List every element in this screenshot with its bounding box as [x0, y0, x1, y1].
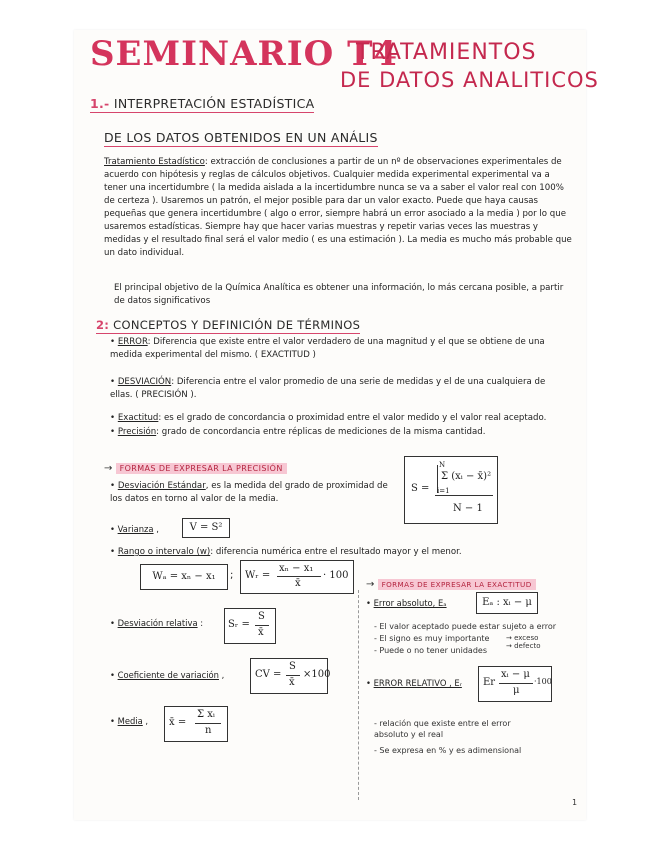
error-absoluto-formula: Eₐ : xᵢ − μ	[476, 592, 538, 614]
page-number: 1	[572, 798, 578, 807]
section1-paragraph: Tratamiento Estadístico: extracción de conclusiones a partir de un nº de observaciones experimentales de acuerdo con hipótesis y reglas de cálculos objetivos. Cualquier medida experimental experimental va a tener una incertidumbre ( la medida aislada a la incertidumbre nunca se va a saber el valor real con 100% de certeza ). Usaremos un patrón, el mejor posible para dar un valor exacto. Puede que haya causas pequeñas que genera incertidumbre ( algo o error, siempre habrá un error asociado a la media ) por lo que usaremos estadísticas. Siempre hay que hacer varias muestras y repetir varias veces las muestras y medidas y el resultado final será el valor medio ( es una estimación ). La media es mucho más probable que un dato individual.	[104, 157, 572, 258]
media-label: • Media ,	[110, 716, 149, 726]
page-title: SEMINARIO T4	[90, 34, 399, 74]
error-relativo-note-2: - Se expresa en % y es adimensional	[374, 746, 522, 755]
error-relativo-formula: Er xᵢ − μ μ ·100	[478, 666, 552, 702]
error-relativo-label: • ERROR RELATIVO , Eᵣ	[366, 678, 462, 688]
rango-absoluto-formula: Wₐ = xₙ − x₁	[140, 564, 228, 590]
desviacion-estandar: • Desviación Estándar, es la medida del grado de proximidad de los datos en torno al valor de la media.	[110, 481, 388, 504]
section2-heading	[96, 318, 360, 334]
varianza-label: • Varianza ,	[110, 524, 159, 534]
definition-precision: • Precisión: grado de concordancia entre réplicas de mediciones de la misma cantidad.	[110, 427, 486, 437]
desviacion-relativa-formula: Sᵣ = S x̄	[224, 608, 276, 644]
error-relativo-note-1: - relación que existe entre el error absoluto y el real	[374, 719, 511, 739]
rango-label: • Rango o intervalo (w): diferencia numérica entre el resultado mayor y el menor.	[110, 547, 462, 557]
precision-banner: → FORMAS DE EXPRESAR LA PRECISIÓN	[104, 456, 287, 475]
column-divider	[358, 590, 359, 800]
notes-page: SEMINARIO T4 TRATAMIENTOS DE DATOS ANALITICOS 1.- INTERPRETACIÓN ESTADÍSTICA DE LOS DATOS OBTENIDOS EN UN ANÁLIS Tratamiento Estadístico: extracción de conclusiones a partir de un nº de observaciones experimentales de acuerdo con hipótesis y reglas de cálculos objetivos. Cualquier medida experimental experimental va a tener una incertidumbre ( la medida aislada a la incertidumbre nunca se va a saber el valor real con 100% de certeza ). Usaremos un patrón, el mejor posible para dar un valor exacto. Puede que haya causas pequeñas que genera incertidumbre ( algo o error, siempre habrá un error asociado a la media ) por lo que usaremos estadísticas. Siempre hay que hacer varias muestras y repetir varias veces las muestras y medidas y el resultado final será el valor medio ( es una estimación ). La media es mucho más probable que un dato individual. El principal objetivo de la Química Analítica es obtener una información, lo más cercana posible, a partir de datos significativos 2: CONCEPTOS Y DEFINICIÓN DE TÉRMINOS • ERROR: Diferencia que existe entre el valor verdadero de una magnitud y el que se obtiene de una medida experimental del mismo. ( EXACTITUD ) • DESVIACIÓN: Diferencia entre el valor promedio de una serie de medidas y el de una cualquiera de ellas. ( PRECISIÓN ). • Exactitud: es el grado de concordancia o proximidad entre el valor medido y el valor real aceptado. • Precisión: grado de concordancia entre réplicas de mediciones de la misma cantidad. → FORMAS DE EXPRESAR LA PRECISIÓN • Desviación Estándar, es la medida del grado de proximidad de los datos en torno al valor de la media. S = N Σ (xᵢ − x̄)² i=1 N − 1 • Varianza , V = S² • Rango o intervalo (w): diferencia numérica entre el resultado mayor y el menor. Wₐ = xₙ − x₁ ; Wᵣ = xₙ − x₁ x̄ · 100 • Desviación relativa : Sᵣ = S x̄ • Coeficiente de variación , CV = S x̄ ×100 • Media , x̄ = Σ xᵢ n → FORMAS DE EXPRESAR LA EXACTITUD • Error absoluto, Eₐ Eₐ : xᵢ − μ - El valor aceptado puede estar sujeto a error - El signo es muy importante - Puede o no tener unidades → exceso → defecto • ERROR RELATIVO , Eᵣ Er xᵢ − μ μ ·100 - relación que existe entre el error absoluto y el real - Se expresa en % y es adimensional 1	[74, 30, 586, 820]
section1-paragraph2: El principal objetivo de la Química Analítica es obtener una información, lo más cercana posible, a partir de datos significativos	[114, 283, 564, 306]
section1-number: 1.-	[90, 96, 110, 111]
coef-variacion-formula: CV = S x̄ ×100	[250, 658, 328, 694]
coef-variacion-label: • Coeficiente de variación ,	[110, 670, 225, 680]
desviacion-relativa-label: • Desviación relativa :	[110, 618, 204, 628]
desviacion-estandar-formula: S = N Σ (xᵢ − x̄)² i=1 N − 1	[404, 456, 498, 524]
page-subtitle-line1: TRATAMIENTOS	[356, 40, 537, 65]
section1-title: INTERPRETACIÓN ESTADÍSTICA	[113, 96, 315, 111]
varianza-formula: V = S²	[182, 518, 230, 538]
definition-error: • ERROR: Diferencia que existe entre el valor verdadero de una magnitud y el que se obtiene de una medida experimental del mismo. ( EXACTITUD )	[110, 337, 545, 360]
term-tratamiento: Tratamiento Estadístico	[104, 157, 205, 167]
exactitud-banner: → FORMAS DE EXPRESAR LA EXACTITUD	[366, 572, 536, 591]
section2-number: 2:	[96, 318, 110, 332]
section2-title: CONCEPTOS Y DEFINICIÓN DE TÉRMINOS	[113, 318, 361, 332]
definition-exactitud: • Exactitud: es el grado de concordancia o proximidad entre el valor medido y el valor real aceptado.	[110, 413, 547, 423]
rango-relativo-formula: Wᵣ = xₙ − x₁ x̄ · 100	[240, 560, 354, 594]
definition-desviacion: • DESVIACIÓN: Diferencia entre el valor promedio de una serie de medidas y el de una cualquiera de ellas. ( PRECISIÓN ).	[110, 377, 546, 400]
section1-heading-line2: DE LOS DATOS OBTENIDOS EN UN ANÁLIS	[104, 130, 378, 145]
error-absoluto-note-1: - El valor aceptado puede estar sujeto a error	[374, 622, 557, 631]
page-subtitle-line2: DE DATOS ANALITICOS	[340, 68, 599, 92]
error-absoluto-label: • Error absoluto, Eₐ	[366, 598, 447, 608]
media-formula: x̄ = Σ xᵢ n	[164, 706, 228, 742]
error-absoluto-note-2: - El signo es muy importante	[374, 634, 490, 643]
error-absoluto-note-3: - Puede o no tener unidades	[374, 646, 487, 655]
section1-heading-line1	[90, 96, 314, 113]
error-absoluto-side-note: → exceso → defecto	[506, 634, 541, 650]
